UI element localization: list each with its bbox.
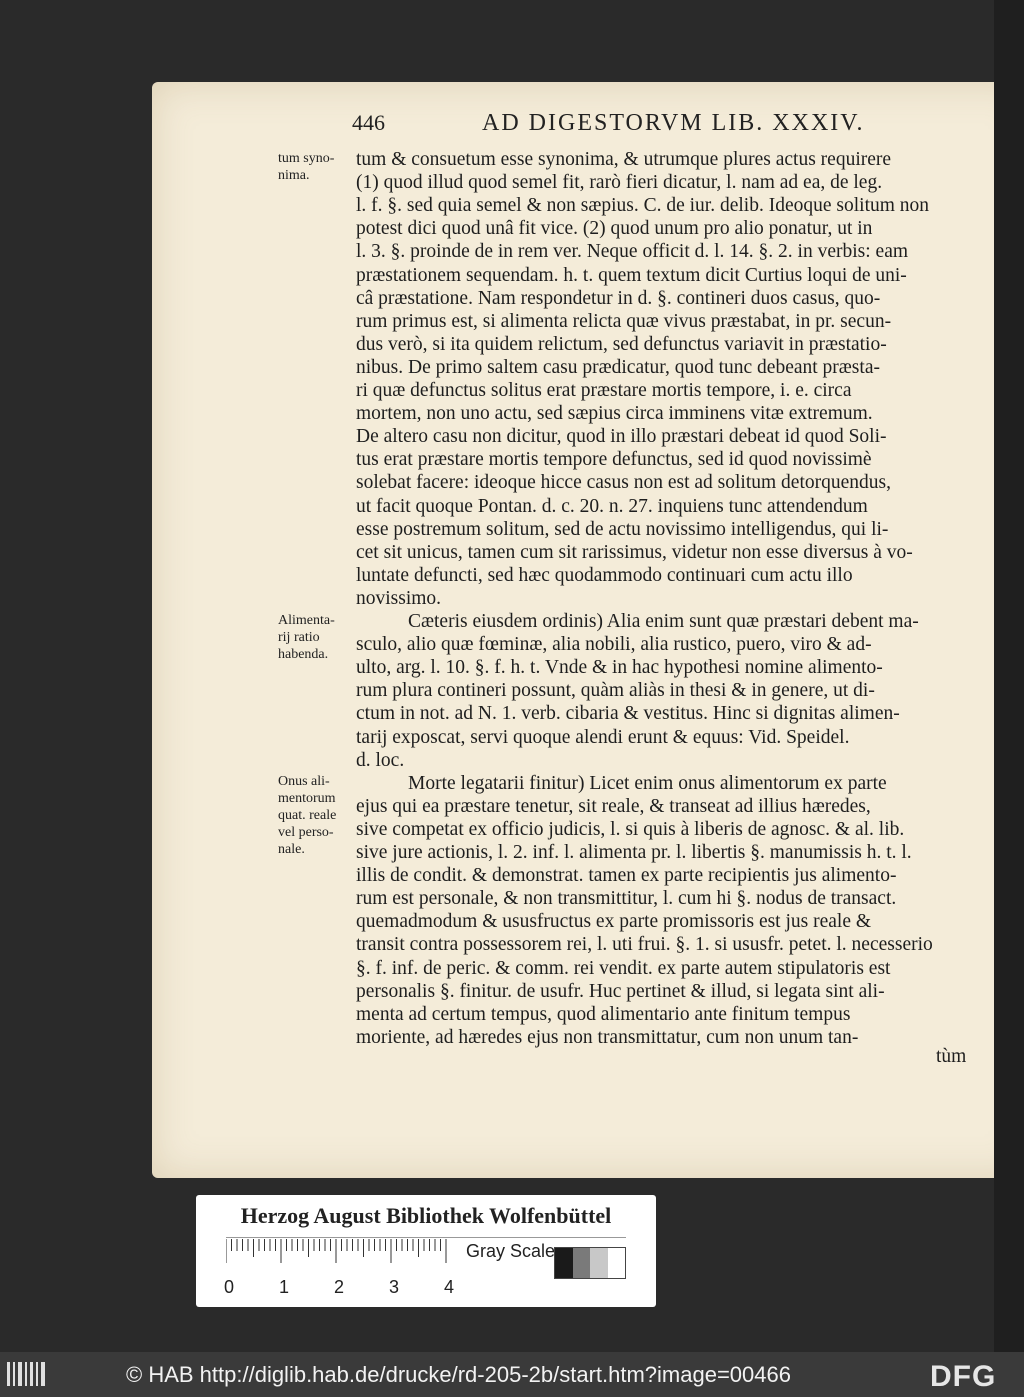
gray-swatch	[608, 1248, 626, 1278]
marginal-line: rij ratio	[278, 630, 320, 645]
text-line: novissimo.	[356, 587, 442, 609]
marginal-line: tum syno-	[278, 151, 335, 166]
text-line: Cæteris eiusdem ordinis) Alia enim sunt quæ præstari debent ma-	[408, 611, 919, 632]
ruler-number: 2	[334, 1277, 345, 1297]
ruler-number: 4	[444, 1277, 455, 1297]
ruler-line	[226, 1237, 626, 1238]
text-line: moriente, ad hæredes ejus non transmittatur, cum non unum tan-	[356, 1026, 859, 1048]
text-line: rum plura contineri possunt, quàm aliàs in thesi & in genere, ut di-	[356, 680, 875, 702]
text-line: transit contra possessorem rei, l. uti frui. §. 1. si ususfr. petet. l. necesserio	[356, 934, 933, 956]
text-line: ulto, arg. l. 10. §. f. h. t. Vnde & in hac hypothesi nomine alimento-	[356, 657, 883, 679]
gray-scale-label: Gray Scale	[466, 1241, 556, 1261]
adjacent-page-edge	[994, 0, 1024, 1352]
copyright-url[interactable]: © HAB http://diglib.hab.de/drucke/rd-205-2b/start.htm?image=00466	[126, 1362, 791, 1387]
ruler-number: 1	[279, 1277, 290, 1297]
text-line: câ præstatione. Nam respondetur in d. §. contineri duos casus, quo-	[356, 287, 881, 309]
text-line: nibus. De primo saltem casu prædicatur, quod tunc debeant præsta-	[356, 356, 880, 378]
marginal-note	[278, 612, 354, 663]
text-line: esse postremum solitum, sed de actu novissimo intelligendus, qui li-	[356, 518, 889, 540]
text-line: §. f. inf. de peric. & comm. rei vendit. ex parte autem stipulatoris est	[356, 957, 891, 979]
text-line: tus erat præstare mortis tempore defunctus, sed id quod novissimè	[356, 449, 872, 471]
page-number: 446	[352, 110, 385, 135]
text-line: personalis §. finitur. de usufr. Huc pertinet & illud, si legata sint ali-	[356, 980, 885, 1002]
footer-bar	[0, 1352, 1024, 1397]
text-line: tarij exposcat, servi quoque alendi erunt & equus: Vid. Speidel.	[356, 726, 850, 748]
ruler-number: 0	[224, 1277, 235, 1297]
marginal-note	[278, 150, 354, 184]
text-line: l. f. §. sed quia semel & non sæpius. C. de iur. delib. Ideoque solitum non	[356, 195, 930, 217]
ruler-title: Herzog August Bibliothek Wolfenbüttel	[240, 1203, 612, 1228]
gray-swatch	[555, 1248, 573, 1278]
text-line: sive competat ex officio judicis, l. si quis à liberis de agnosc. & al. lib.	[356, 818, 905, 840]
ruler-number: 3	[389, 1277, 400, 1297]
text-line: ctum in not. ad N. 1. verb. cibaria & vestitus. Hinc si dignitas alimen-	[356, 703, 900, 725]
marginal-line: Onus ali-	[278, 774, 330, 789]
text-line: cet sit unicus, tamen cum sit rarissimus, videtur non esse diversus à vo-	[356, 541, 913, 563]
text-line: rum primus est, si alimenta relicta quæ vivus præstabat, in pr. secun-	[356, 310, 892, 332]
gray-swatch	[573, 1248, 591, 1278]
text-line: præstationem sequendam. h. t. quem textum dicit Curtius loqui de uni-	[356, 264, 907, 286]
text-line: ri quæ defunctus solitus erat præstare mortis tempore, i. e. circa	[356, 380, 852, 401]
text-line: (1) quod illud quod semel fit, rarò fieri dicatur, l. nam ad ea, de leg.	[356, 172, 883, 194]
marginal-line: vel perso-	[278, 825, 334, 840]
text-line: dus verò, si ita quidem relictum, sed defunctus variavit in præstatio-	[356, 333, 887, 355]
color-ruler	[196, 1195, 656, 1307]
text-line: ut facit quoque Pontan. d. c. 20. n. 27. inquiens tunc attendendum	[356, 495, 868, 517]
marginal-line: mentorum	[278, 791, 336, 806]
text-line: rum est personale, & non transmittitur, l. cum hi §. nodus de transact.	[356, 888, 897, 910]
text-line: menta ad certum tempus, quod alimentario ante finitum tempus	[356, 1003, 851, 1025]
text-line: quemadmodum & ususfructus ex parte promissoris est jus reale &	[356, 911, 872, 933]
dfg-logo: DFG	[930, 1360, 997, 1393]
gray-swatch	[590, 1248, 608, 1278]
text-line: solebat facere: ideoque hicce casus non est ad solitum detorquendus,	[356, 472, 891, 494]
marginal-line: Alimenta-	[278, 613, 335, 628]
marginal-line: nima.	[278, 168, 310, 183]
text-line: d. loc.	[356, 749, 405, 771]
marginal-line: nale.	[278, 842, 305, 857]
text-line: Morte legatarii finitur) Licet enim onus alimentorum ex parte	[408, 772, 887, 794]
text-line: sculo, alio quæ fœminæ, alia nobili, alia rustico, puero, viro & ad-	[356, 634, 872, 656]
gray-swatches	[554, 1247, 626, 1279]
text-line: luntate defuncti, sed hæc quodammodo continuari cum actu illo	[356, 564, 853, 586]
marginal-line: habenda.	[278, 647, 329, 662]
barcode-icon	[6, 1360, 46, 1388]
text-line: illis de condit. & demonstrat. tamen ex parte recipientis jus alimento-	[356, 865, 897, 887]
ruler-ticks	[226, 1239, 450, 1265]
text-line: sive jure actionis, l. 2. inf. l. alimenta pr. l. libertis §. manumissis h. t. l.	[356, 842, 912, 863]
marginal-note	[278, 773, 354, 858]
text-line: mortem, non uno actu, sed sæpius circa imminens vitæ extremum.	[356, 403, 873, 425]
text-line: De altero casu non dicitur, quod in illo præstari debeat id quod Soli-	[356, 426, 887, 448]
text-line: tum & consuetum esse synonima, & utrumque plures actus requirere	[356, 149, 892, 170]
text-line: l. 3. §. proinde de in rem ver. Neque officit d. l. 14. §. 2. in verbis: eam	[356, 241, 909, 263]
running-title: AD DIGESTORVM LIB. XXXIV.	[482, 110, 865, 136]
marginal-line: quat. reale	[278, 808, 337, 823]
text-line: potest dici quod unâ fit vice. (2) quod unum pro alio ponatur, ut in	[356, 218, 873, 240]
catchword: tùm	[936, 1046, 967, 1067]
text-line: ejus qui ea præstare tenetur, sit reale, & transeat ad illius hæredes,	[356, 795, 871, 817]
